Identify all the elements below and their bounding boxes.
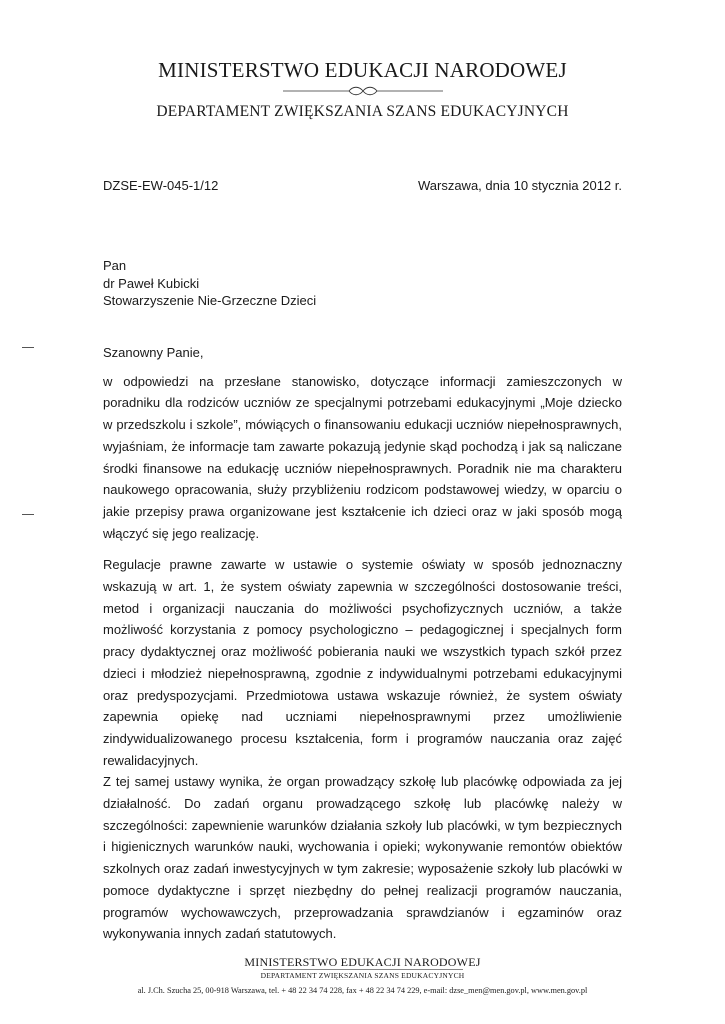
- letterhead-department-name: DEPARTAMENT ZWIĘKSZANIA SZANS EDUKACYJNYCH: [156, 103, 569, 120]
- reference-row: [103, 177, 622, 195]
- letterhead-ministry-name: MINISTERSTWO EDUKACJI NARODOWEJ: [158, 58, 567, 82]
- fold-mark: [22, 514, 34, 515]
- ornament-divider-icon: [283, 84, 443, 98]
- body-paragraph: Z tej samej ustawy wynika, że organ prowadzący szkołę lub placówkę odpowiada za jej działalność. Do zadań organu prowadzącego szkołę lub placówkę należy w szczególności: zapewnienie warunków działania szkoły lub placówki, w tym bezpiecznych i higienicznych warunków nauki, wychowania i opieki; wykonywanie remontów obiektów szkolnych oraz zadań inwestycyjnych w tym zakresie; wyposażenie szkoły lub placówki w pomoce dydaktyczne i sprzęt niezbędny do pełnej realizacji programów nauczania, programów wychowawczych, przeprowadzania sprawdzianów i egzaminów oraz wykonywania innych zadań statutowych.: [103, 774, 622, 942]
- fold-mark: [22, 347, 34, 348]
- recipient-title: Pan: [103, 258, 127, 273]
- recipient-organization: Stowarzyszenie Nie-Grzeczne Dzieci: [103, 293, 317, 308]
- footer: [0, 955, 725, 997]
- document-number: DZSE-EW-045-1/12: [103, 178, 219, 193]
- place-and-date: Warszawa, dnia 10 stycznia 2012 r.: [417, 178, 622, 193]
- footer-ministry-name: MINISTERSTWO EDUKACJI NARODOWEJ: [244, 955, 481, 969]
- salutation: Szanowny Panie,: [103, 345, 204, 360]
- body-paragraph: Regulacje prawne zawarte w ustawie o systemie oświaty w sposób jednoznaczny wskazują w art. 1, że system oświaty zapewnia w szczególności dostosowanie treści, metod i organizacji nauczania do możliwości psychofizycznych uczniów, a także możliwość korzystania z pomocy psychologiczno – pedagogicznej i specjalnych form pracy dydaktycznej oraz możliwość pobierania nauki we wszystkich typach szkół przez dzieci i młodzież niepełnosprawną, zgodnie z indywidualnymi potrzebami edukacyjnymi oraz predyspozycjami. Przedmiotowa ustawa wskazuje również, że system oświaty zapewnia opiekę nad uczniami niepełnosprawnymi przez umożliwienie zindywidualizowanego procesu kształcenia, form i programów nauczania oraz zajęć rewalidacyjnych.: [103, 557, 622, 768]
- footer-divider: [263, 969, 463, 970]
- footer-address: al. J.Ch. Szucha 25, 00-918 Warszawa, tel. + 48 22 34 74 228, fax + 48 22 34 74 229, e-mail: dzse_men@men.gov.pl, www.men.gov.pl: [137, 986, 588, 995]
- body-paragraph: w odpowiedzi na przesłane stanowisko, dotyczące informacji zamieszczonych w poradniku dla rodziców uczniów ze specjalnymi potrzebami edukacyjnymi „Moje dziecko w przedszkolu i szkole”, mówiących o finansowaniu edukacji uczniów niepełnosprawnych, wyjaśniam, że informacje tam zawarte pokazują jedynie skąd pochodzą i jak są naliczane środki finansowe na edukację uczniów niepełnosprawnych. Poradnik nie ma charakteru naukowego opracowania, służy przybliżeniu rodzicom podstawowej wiedzy, w oparciu o jakie przepisy prawa organizowane jest kształcenie ich dzieci oraz w jaki sposób mogą włączyć się jego realizację.: [103, 373, 622, 541]
- letterhead: [0, 58, 725, 122]
- recipient-block: [103, 257, 316, 310]
- letterhead-ornament: [0, 83, 725, 99]
- letter-body: [103, 342, 622, 945]
- recipient-name: dr Paweł Kubicki: [103, 275, 200, 291]
- footer-department-name: DEPARTAMENT ZWIĘKSZANIA SZANS EDUKACYJNYCH: [260, 971, 465, 980]
